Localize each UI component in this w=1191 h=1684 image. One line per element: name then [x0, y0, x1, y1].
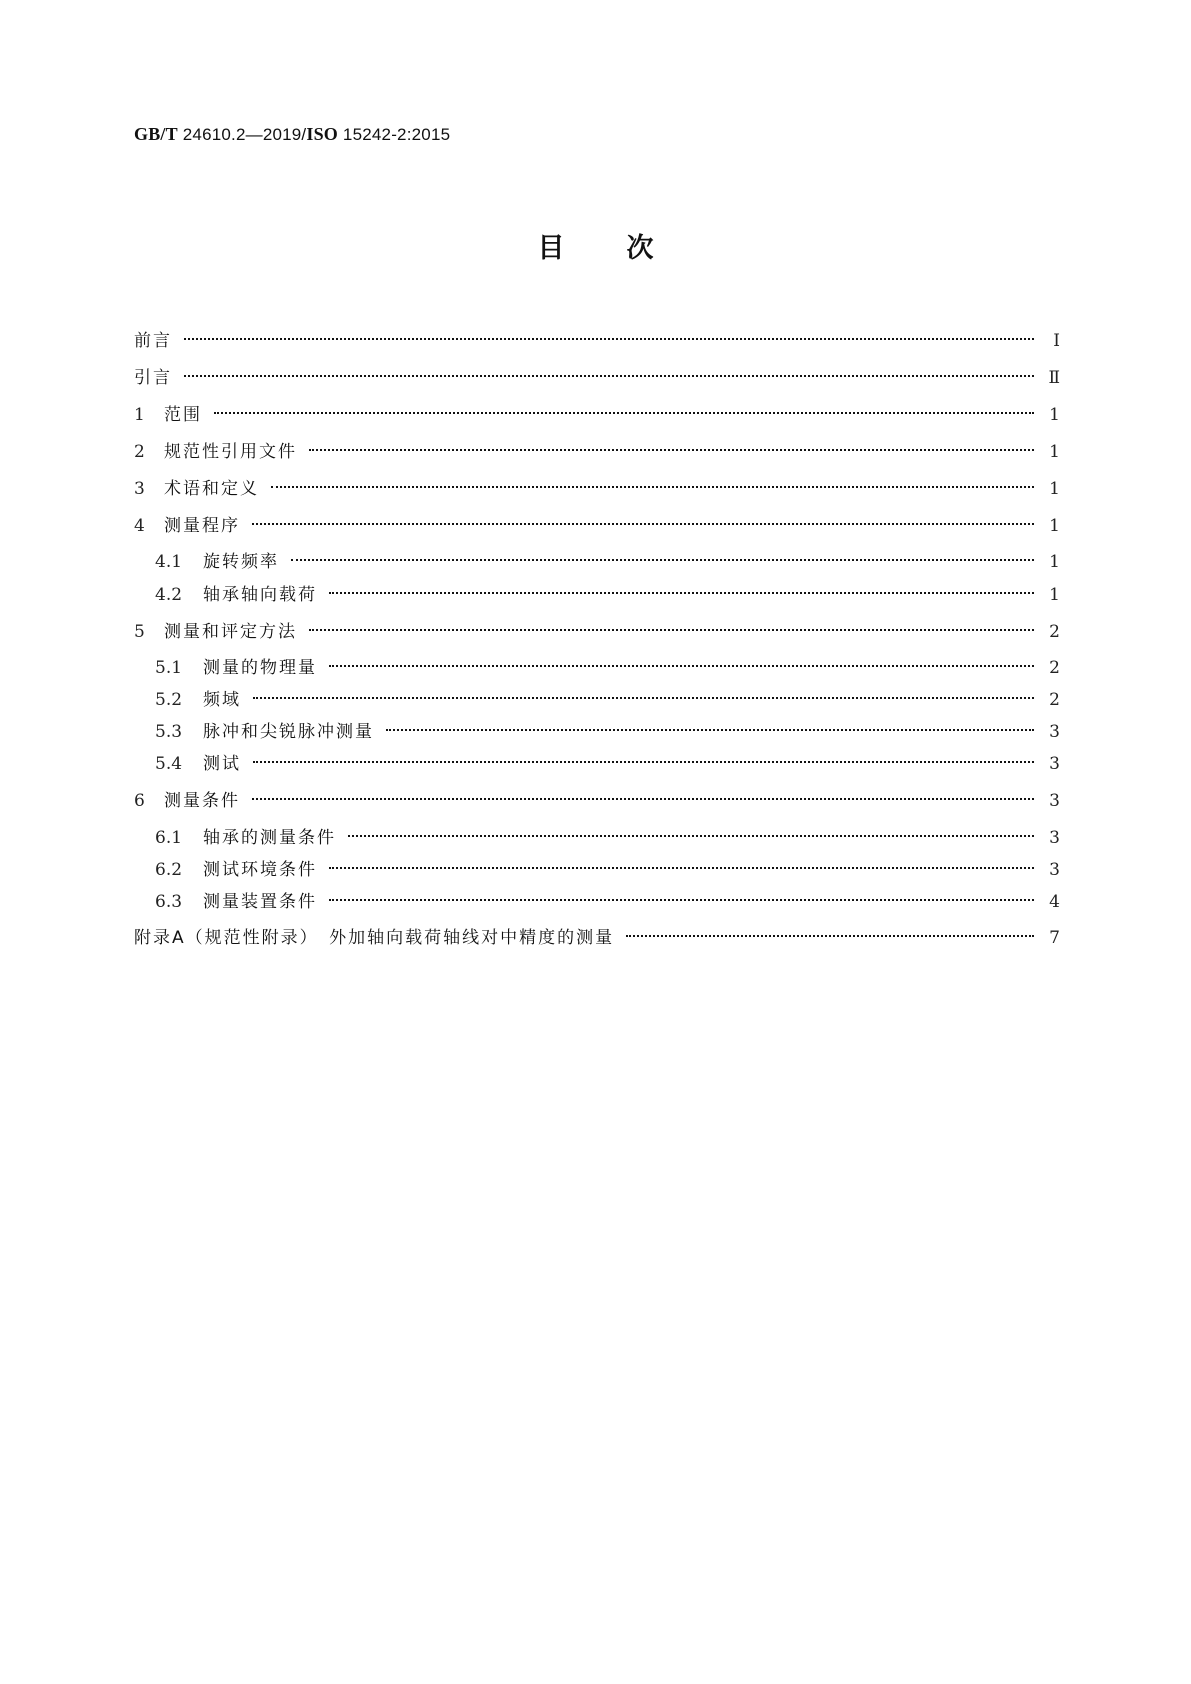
dot-leader: [329, 665, 1034, 667]
toc-entry-number: 4.2: [155, 585, 183, 605]
toc-entry-page[interactable]: 1: [1049, 442, 1060, 462]
toc-entry-label[interactable]: 附录A（规范性附录） 外加轴向载荷轴线对中精度的测量: [134, 928, 615, 948]
toc-entry-page[interactable]: 1: [1049, 585, 1060, 605]
toc-entry[interactable]: [134, 620, 1060, 644]
toc-entry-page[interactable]: 2: [1049, 622, 1060, 642]
dot-leader: [184, 338, 1034, 340]
toc-entry-number: 4.1: [155, 552, 183, 572]
toc-entry[interactable]: [155, 550, 1060, 574]
dot-leader: [252, 523, 1034, 525]
toc-entry[interactable]: [134, 514, 1060, 538]
toc-entry[interactable]: [155, 583, 1060, 607]
toc-entry[interactable]: [155, 858, 1060, 882]
toc-entry-page[interactable]: 3: [1049, 722, 1060, 742]
toc-entry-label[interactable]: 测量的物理量: [203, 658, 317, 678]
dot-leader: [184, 375, 1034, 377]
toc-entry[interactable]: [155, 890, 1060, 914]
toc-entry[interactable]: [155, 826, 1060, 850]
dot-leader: [252, 798, 1034, 800]
page-title: [0, 226, 1191, 265]
toc-entry-label[interactable]: 测试环境条件: [203, 860, 317, 880]
toc-entry-page[interactable]: 7: [1049, 928, 1060, 948]
toc-entry[interactable]: [134, 926, 1060, 950]
dot-leader: [271, 486, 1034, 488]
toc-entry-number: 5.3: [155, 722, 183, 742]
standard-header: [134, 124, 450, 145]
toc-entry-page[interactable]: Ⅱ: [1048, 368, 1060, 388]
standard-prefix: GB/T: [134, 124, 178, 144]
dot-leader: [348, 835, 1034, 837]
title-char-2: 次: [626, 233, 654, 264]
toc-entry-page[interactable]: 1: [1049, 479, 1060, 499]
toc-entry-page[interactable]: 3: [1049, 754, 1060, 774]
toc-entry-number: 5.1: [155, 658, 183, 678]
dot-leader: [626, 935, 1034, 937]
toc-entry-label[interactable]: 旋转频率: [203, 552, 279, 572]
toc-entry-page[interactable]: 2: [1049, 658, 1060, 678]
dot-leader: [253, 697, 1034, 699]
toc-entry-label[interactable]: 频域: [203, 690, 241, 710]
dot-leader: [291, 559, 1034, 561]
toc-entry-label[interactable]: 测量条件: [164, 791, 240, 811]
toc-entry[interactable]: [134, 477, 1060, 501]
toc-entry-number: 6: [134, 791, 145, 811]
dot-leader: [309, 629, 1034, 631]
toc-entry-number: 5.2: [155, 690, 183, 710]
toc-entry-label[interactable]: 测试: [203, 754, 241, 774]
toc-entry-page[interactable]: 2: [1049, 690, 1060, 710]
dot-leader: [309, 449, 1034, 451]
toc-entry[interactable]: [134, 789, 1060, 813]
toc-entry-label[interactable]: 前言: [134, 331, 172, 351]
toc-entry[interactable]: [134, 366, 1060, 390]
dot-leader: [214, 412, 1034, 414]
toc-entry[interactable]: [134, 440, 1060, 464]
toc-entry-label[interactable]: 脉冲和尖锐脉冲测量: [203, 722, 374, 742]
toc-entry-label[interactable]: 范围: [164, 405, 202, 425]
toc-entry-number: 6.1: [155, 828, 183, 848]
toc-entry[interactable]: [155, 752, 1060, 776]
toc-entry[interactable]: [155, 720, 1060, 744]
toc-entry[interactable]: [134, 329, 1060, 353]
toc-entry-number: 2: [134, 442, 145, 462]
toc-entry-page[interactable]: 1: [1049, 405, 1060, 425]
toc-entry-page[interactable]: 1: [1049, 516, 1060, 536]
toc-entry[interactable]: [155, 688, 1060, 712]
toc-entry-label[interactable]: 轴承轴向载荷: [203, 585, 317, 605]
toc-entry-page[interactable]: 1: [1049, 552, 1060, 572]
toc-entry-number: 4: [134, 516, 145, 536]
dot-leader: [329, 867, 1034, 869]
toc-entry-page[interactable]: 4: [1049, 892, 1060, 912]
toc-entry-label[interactable]: 规范性引用文件: [164, 442, 297, 462]
dot-leader: [253, 761, 1034, 763]
toc-entry-page[interactable]: 3: [1049, 828, 1060, 848]
toc-entry-label[interactable]: 引言: [134, 368, 172, 388]
toc-entry-label[interactable]: 测量程序: [164, 516, 240, 536]
toc-entry-page[interactable]: 3: [1049, 860, 1060, 880]
toc-entry-label[interactable]: 测量装置条件: [203, 892, 317, 912]
iso-prefix: ISO: [306, 124, 338, 144]
toc-entry-number: 6.3: [155, 892, 183, 912]
toc-entry-number: 5: [134, 622, 145, 642]
toc-entry-number: 3: [134, 479, 145, 499]
dot-leader: [386, 729, 1034, 731]
toc-entry-label[interactable]: 轴承的测量条件: [203, 828, 336, 848]
toc-entry-number: 1: [134, 405, 145, 425]
toc-entry[interactable]: [134, 403, 1060, 427]
toc-entry-page[interactable]: 3: [1049, 791, 1060, 811]
standard-number: 24610.2—2019/: [182, 125, 307, 144]
title-char-1: 目: [537, 233, 565, 264]
toc-entry-number: 6.2: [155, 860, 183, 880]
toc-entry-page[interactable]: Ⅰ: [1053, 331, 1060, 351]
toc-entry[interactable]: [155, 656, 1060, 680]
dot-leader: [329, 899, 1034, 901]
dot-leader: [329, 592, 1034, 594]
toc-entry-number: 5.4: [155, 754, 183, 774]
toc-entry-label[interactable]: 术语和定义: [164, 479, 259, 499]
toc-entry-label[interactable]: 测量和评定方法: [164, 622, 297, 642]
iso-number: 15242-2:2015: [342, 125, 451, 144]
